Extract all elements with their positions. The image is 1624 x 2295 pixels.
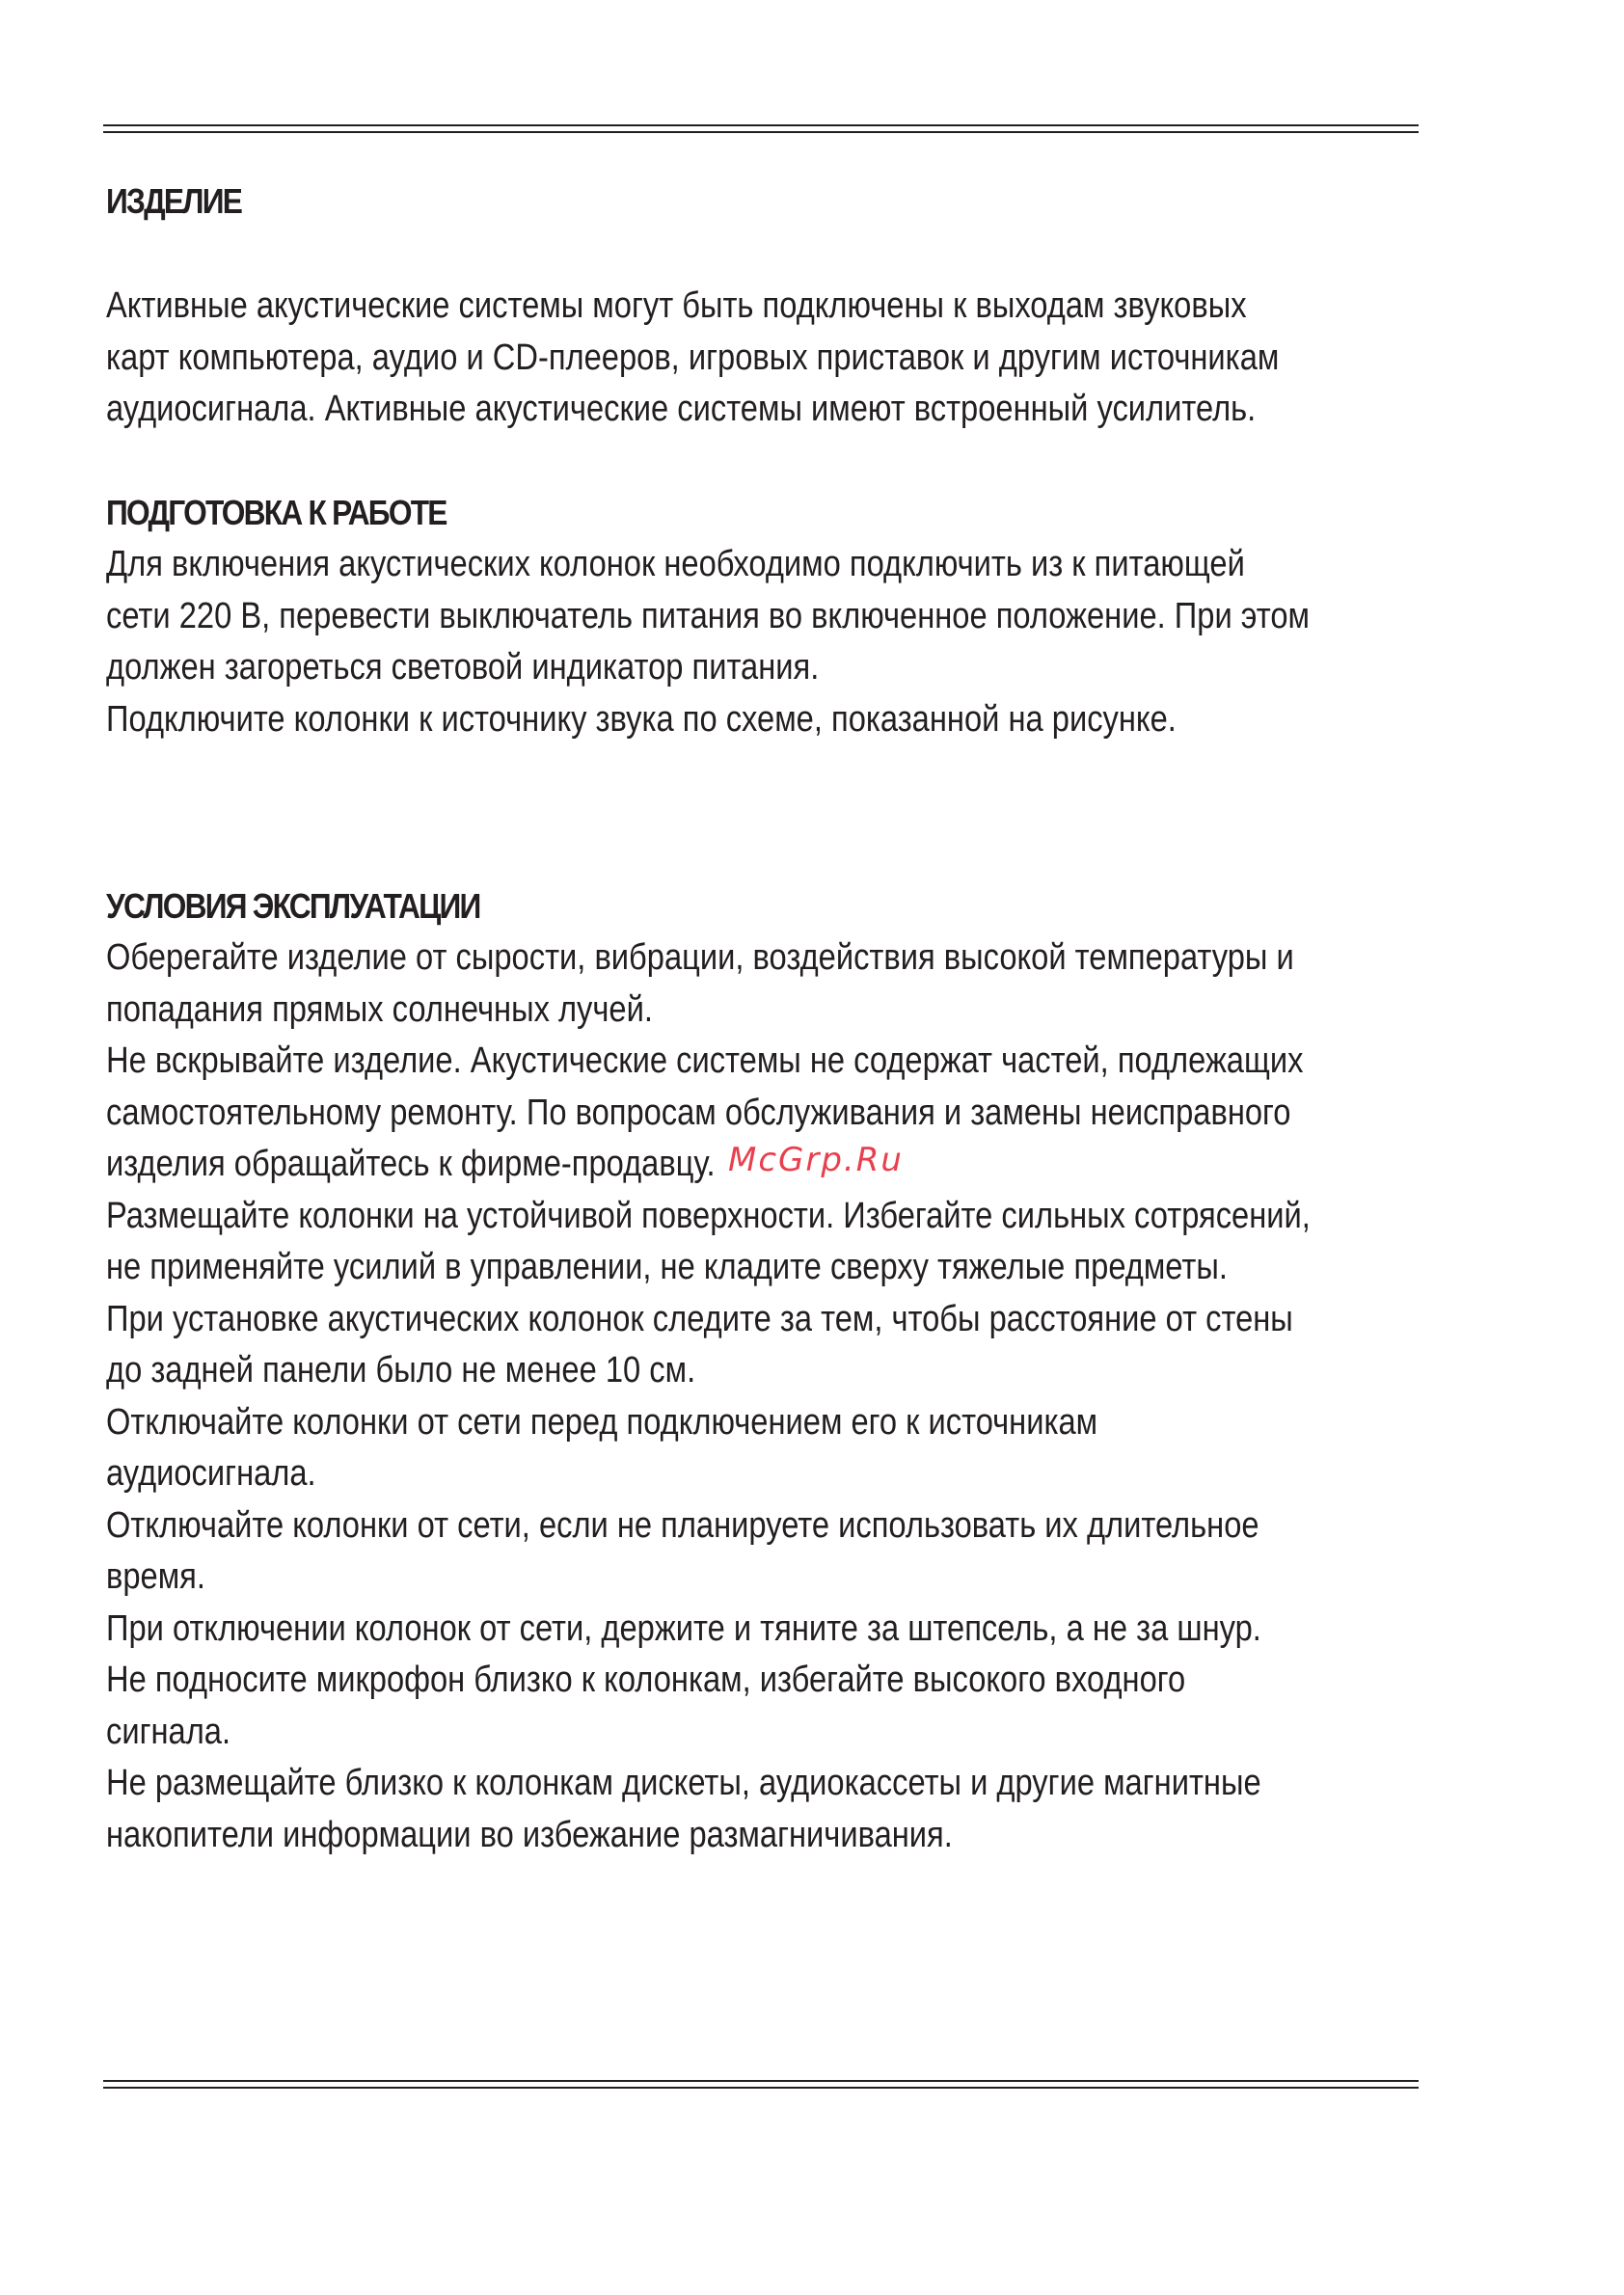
- section-heading-product: ИЗДЕЛИЕ: [106, 181, 242, 221]
- paragraph-line: При отключении колонок от сети, держите и тяните за штепсель, а не за шнур.: [106, 1607, 1261, 1649]
- paragraph-line: должен загореться световой индикатор питания.: [106, 647, 820, 688]
- paragraph-line: Отключайте колонки от сети, если не планируете использовать их длительное: [106, 1504, 1259, 1546]
- paragraph-line: самостоятельному ремонту. По вопросам обслуживания и замены неисправного: [106, 1092, 1291, 1133]
- top-double-rule: [103, 124, 1419, 133]
- paragraph-line: Не вскрывайте изделие. Акустические системы не содержат частей, подлежащих: [106, 1040, 1304, 1081]
- paragraph-line: аудиосигнала. Активные акустические системы имеют встроенный усилитель.: [106, 389, 1257, 429]
- paragraph-line: Оберегайте изделие от сырости, вибрации, воздействия высокой температуры и: [106, 937, 1294, 978]
- paragraph-line: попадания прямых солнечных лучей.: [106, 988, 653, 1030]
- paragraph-line: до задней панели было не менее 10 см.: [106, 1350, 696, 1390]
- paragraph-line: Для включения акустических колонок необходимо подключить из к питающей: [106, 544, 1245, 584]
- section-heading-preparation: ПОДГОТОВКА К РАБОТЕ: [106, 493, 447, 532]
- section-body-conditions: [106, 932, 1311, 1861]
- section-heading-conditions: УСЛОВИЯ ЭКСПЛУАТАЦИИ: [106, 886, 480, 926]
- paragraph-line: накопители информации во избежание размагничивания.: [106, 1814, 953, 1855]
- section-body-preparation: [106, 539, 1310, 745]
- bottom-double-rule: [103, 2080, 1419, 2089]
- paragraph-line: Размещайте колонки на устойчивой поверхности. Избегайте сильных сотрясений,: [106, 1195, 1311, 1236]
- paragraph-line: Не подносите микрофон близко к колонкам, избегайте высокого входного: [106, 1660, 1186, 1700]
- paragraph-line: Отключайте колонки от сети перед подключением его к источникам: [106, 1401, 1098, 1443]
- paragraph-line: аудиосигнала.: [106, 1453, 316, 1494]
- paragraph-line: время.: [106, 1556, 205, 1597]
- paragraph-line: не применяйте усилий в управлении, не кладите сверху тяжелые предметы.: [106, 1247, 1228, 1287]
- section-body-product: [106, 281, 1280, 436]
- paragraph-line: изделия обращайтесь к фирме-продавцу.: [106, 1144, 716, 1184]
- paragraph-line: карт компьютера, аудио и CD-плееров, игровых приставок и другим источникам: [106, 337, 1280, 378]
- paragraph-line: При установке акустических колонок следите за тем, чтобы расстояние от стены: [106, 1298, 1293, 1339]
- paragraph-line: Подключите колонки к источнику звука по схеме, показанной на рисунке.: [106, 698, 1177, 740]
- paragraph-line: Не размещайте близко к колонкам дискеты, аудиокассеты и другие магнитные: [106, 1763, 1261, 1803]
- paragraph-line: сигнала.: [106, 1711, 231, 1752]
- paragraph-line: сети 220 В, перевести выключатель питания во включенное положение. При этом: [106, 595, 1310, 636]
- watermark: McGrp.Ru: [728, 1141, 904, 1179]
- paragraph-line: Активные акустические системы могут быть подключены к выходам звуковых: [106, 285, 1247, 326]
